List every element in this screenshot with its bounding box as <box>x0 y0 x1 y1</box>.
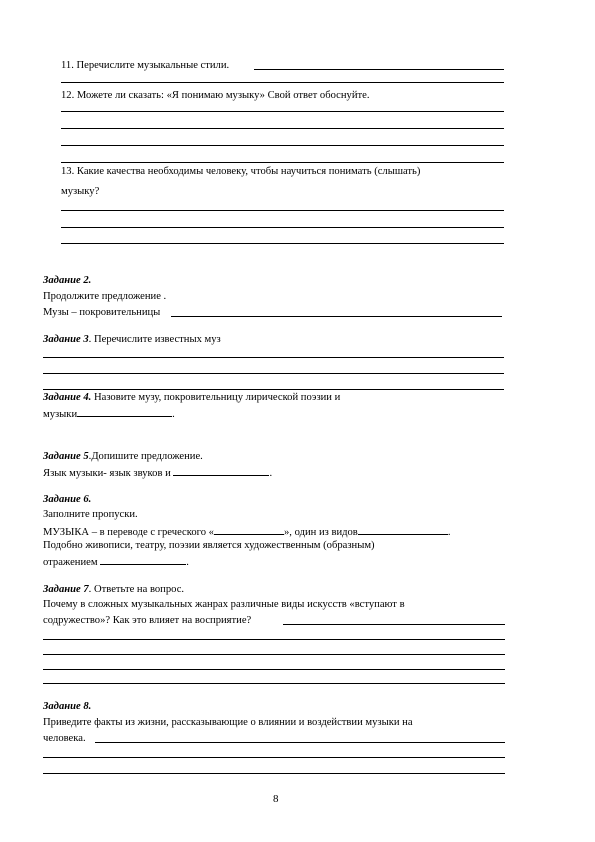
task-3-text: . Перечислите известных муз <box>88 334 221 345</box>
task-8-title: Задание 8. <box>43 701 92 712</box>
task-3 <box>43 333 221 346</box>
task-4-title: Задание 4. <box>43 392 92 403</box>
task-6-text-c: отражением <box>43 557 101 568</box>
task-4-line1 <box>43 391 340 404</box>
task-5-line1 <box>43 450 203 463</box>
answer-line[interactable] <box>43 373 504 374</box>
question-11-text: 11. Перечислите музыкальные стили. <box>61 60 230 71</box>
answer-line[interactable] <box>61 145 504 146</box>
task-2-instruction: Продолжите предложение . <box>43 291 167 302</box>
answer-line[interactable] <box>61 243 504 244</box>
fill-blank[interactable] <box>214 524 284 535</box>
task-8-line2: человека. <box>43 733 86 744</box>
answer-line[interactable] <box>43 639 505 640</box>
task-7-instruction: . Ответьте на вопрос. <box>88 584 185 595</box>
task-6-line2: Подобно живописи, театру, поэзии является художественным (образным) <box>43 540 375 551</box>
fill-blank[interactable] <box>100 554 186 565</box>
period: . <box>172 409 175 420</box>
period: . <box>269 468 273 479</box>
question-12 <box>61 89 370 102</box>
task-6-line3 <box>43 554 189 569</box>
answer-line[interactable] <box>61 162 504 163</box>
fill-blank[interactable] <box>173 465 269 476</box>
task-7-line2: содружество»? Как это влияет на восприятие? <box>43 615 252 626</box>
task-5-line2 <box>43 465 272 480</box>
answer-line[interactable] <box>61 82 504 83</box>
question-13-line2: музыку? <box>61 186 100 197</box>
answer-line[interactable] <box>61 111 504 112</box>
period: . <box>186 557 189 568</box>
question-12-text: 12. Можете ли сказать: «Я понимаю музыку» Свой ответ обоснуйте. <box>61 90 370 101</box>
task-4-text: Назовите музу, покровительницу лирической поэзии и <box>91 392 341 403</box>
answer-line[interactable] <box>43 773 505 774</box>
answer-line[interactable] <box>43 757 505 758</box>
task-2-title: Задание 2. <box>43 275 92 286</box>
question-11 <box>61 59 229 72</box>
answer-line[interactable] <box>171 316 502 317</box>
task-7-title: Задание 7 <box>43 584 89 595</box>
answer-line[interactable] <box>43 357 504 358</box>
answer-line[interactable] <box>43 389 504 390</box>
task-4-word: музыки <box>43 409 78 420</box>
task-5-title: Задание 5 <box>43 451 89 462</box>
task-7-line0 <box>43 583 184 596</box>
answer-line[interactable] <box>254 69 504 70</box>
answer-line[interactable] <box>61 210 504 211</box>
task-8-line1: Приведите факты из жизни, рассказывающие о влиянии и воздействии музыки на <box>43 717 413 728</box>
question-13-line1: 13. Какие качества необходимы человеку, чтобы научиться понимать (слышать) <box>61 166 421 177</box>
fill-blank[interactable] <box>77 406 172 417</box>
task-2-sentence: Музы – покровительницы <box>43 307 161 318</box>
answer-line[interactable] <box>283 624 505 625</box>
task-5-sentence: Язык музыки- язык звуков и <box>43 468 174 479</box>
task-6-line1 <box>43 524 450 539</box>
task-3-title: Задание 3 <box>43 334 89 345</box>
answer-line[interactable] <box>95 742 505 743</box>
task-6-text-b: », один из видов <box>283 527 358 538</box>
answer-line[interactable] <box>61 227 504 228</box>
task-6-text-a: МУЗЫКА – в переводе с греческого « <box>43 527 214 538</box>
answer-line[interactable] <box>43 669 505 670</box>
fill-blank[interactable] <box>358 524 448 535</box>
task-5-instruction: .Допишите предложение. <box>88 451 203 462</box>
task-6-instruction: Заполните пропуски. <box>43 509 138 520</box>
page-number: 8 <box>273 793 279 805</box>
task-7-line1: Почему в сложных музыкальных жанрах различные виды искусств «вступают в <box>43 599 405 610</box>
task-4-line2 <box>43 406 175 421</box>
answer-line[interactable] <box>43 654 505 655</box>
answer-line[interactable] <box>61 128 504 129</box>
period: . <box>447 527 451 538</box>
answer-line[interactable] <box>43 683 505 684</box>
task-6-title: Задание 6. <box>43 494 92 505</box>
